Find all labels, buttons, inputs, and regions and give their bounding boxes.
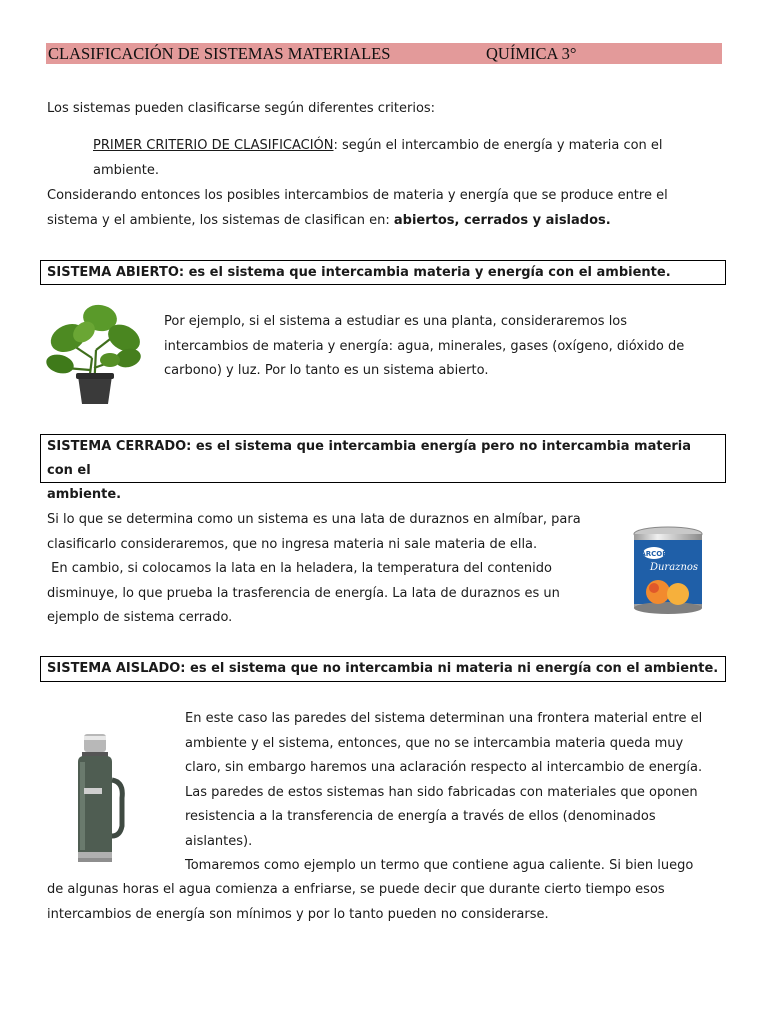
closed-line-1: Si lo que se determina como un sistema es una lata de duraznos en almíbar, para — [47, 512, 581, 527]
system-types: abiertos, cerrados y aislados. — [393, 212, 611, 228]
open-system-example — [164, 310, 724, 384]
open-line-1: Por ejemplo, si el sistema a estudiar es una planta, consideraremos los — [164, 314, 628, 329]
potted-plant-icon — [38, 298, 150, 408]
closed-def-line-1: SISTEMA CERRADO: es el sistema que intercambia energía pero no intercambia materia con el — [47, 439, 692, 478]
isolated-line-1: En este caso las paredes del sistema determinan una frontera material entre el — [185, 711, 703, 726]
closed-system-example — [47, 508, 607, 631]
isolated-system-definition: SISTEMA AISLADO: es el sistema que no intercambia ni materia ni energía con el ambiente. — [40, 656, 726, 682]
criterion-label: PRIMER CRITERIO DE CLASIFICACIÓN — [93, 138, 334, 153]
closed-line-3: En cambio, si colocamos la lata en la heladera, la temperatura del contenido — [47, 561, 552, 576]
closed-def-line-2: ambiente. — [47, 487, 122, 502]
isolated-system-example — [185, 707, 745, 879]
isolated-line-9: intercambios de energía son mínimos y por lo tanto pueden no considerarse. — [47, 906, 549, 922]
criterion-paragraph — [93, 134, 723, 183]
subject-label: QUÍMICA 3° — [486, 44, 577, 63]
considering-line-2: sistema y el ambiente, los sistemas de clasifican en: — [47, 212, 394, 228]
intro-text: Los sistemas pueden clasificarse según diferentes criterios: — [47, 101, 436, 116]
isolated-line-8: de algunas horas el agua comienza a enfriarse, se puede decir que durante cierto tiempo esos — [47, 882, 665, 897]
open-system-definition: SISTEMA ABIERTO: es el sistema que intercambia materia y energía con el ambiente. — [40, 260, 726, 285]
can-brand: ARCOR — [640, 550, 668, 558]
page-title-bar — [46, 43, 722, 64]
closed-line-5: ejemplo de sistema cerrado. — [47, 610, 233, 625]
criterion-text: : según el intercambio de energía y materia con el — [333, 138, 663, 153]
closed-line-4: disminuye, lo que prueba la trasferencia de energía. La lata de duraznos es un — [47, 585, 560, 601]
criterion-text-cont: ambiente. — [93, 162, 159, 178]
can-label: Duraznos — [649, 562, 699, 573]
isolated-line-2: ambiente y el sistema, entonces, que no se intercambia materia queda muy — [185, 735, 684, 751]
closed-system-definition — [40, 434, 726, 502]
thermos-icon — [70, 732, 126, 868]
open-line-2: intercambios de materia y energía: agua, minerales, gases (oxígeno, dióxido de — [164, 338, 685, 354]
considering-line-1: Considerando entonces los posibles intercambios de materia y energía que se produce entre el — [47, 188, 668, 203]
isolated-line-4: Las paredes de estos sistemas han sido fabricadas con materiales que oponen — [185, 784, 698, 800]
isolated-line-5: resistencia a la transferencia de energía a través de ellos (denominados — [185, 809, 656, 824]
isolated-line-6: aislantes). — [185, 833, 253, 849]
isolated-system-conclusion — [47, 878, 747, 927]
closed-line-2: clasificarlo consideraremos, que no ingresa materia ni sale materia de ella. — [47, 536, 538, 552]
considering-paragraph — [47, 184, 737, 233]
peach-can-icon — [632, 526, 704, 616]
isolated-line-3: claro, sin embargo haremos una aclaración respecto al intercambio de energía. — [185, 760, 703, 775]
isolated-line-7: Tomaremos como ejemplo un termo que contiene agua caliente. Si bien luego — [185, 858, 694, 873]
page-title: CLASIFICACIÓN DE SISTEMAS MATERIALES — [48, 44, 391, 63]
open-line-3: carbono) y luz. Por lo tanto es un sistema abierto. — [164, 363, 489, 378]
